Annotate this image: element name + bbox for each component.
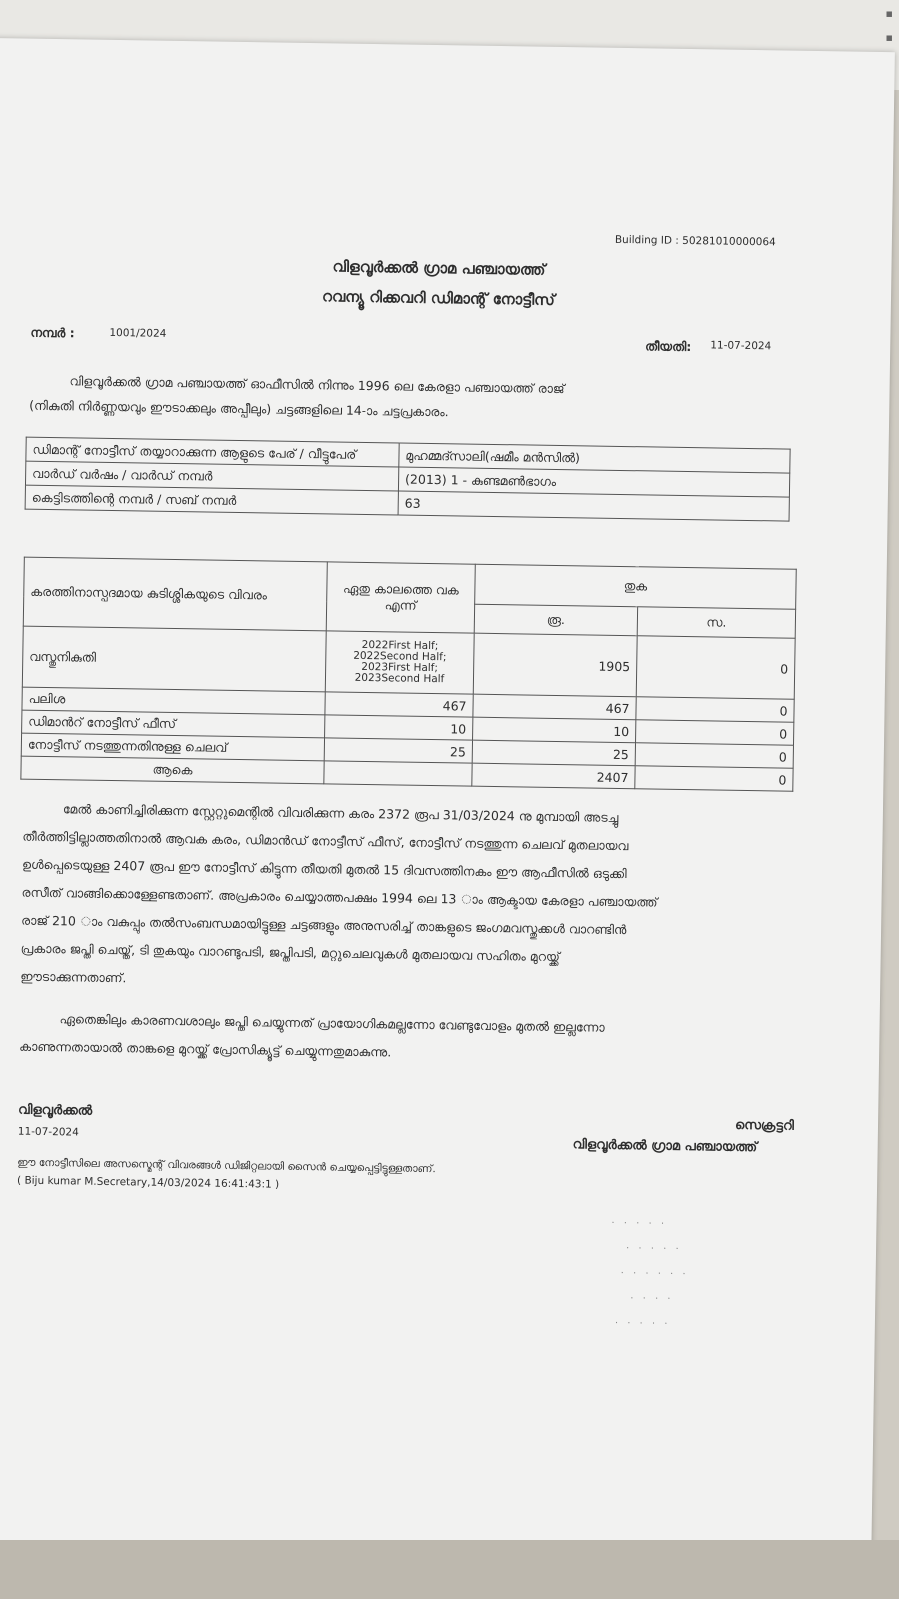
notice-title: റവന്യൂ റിക്കവറി ഡിമാന്റ് നോട്ടീസ്: [321, 287, 555, 309]
info-value: 63: [398, 491, 789, 521]
bleed-through-marks: · · · · ·: [614, 1317, 671, 1330]
bleed-through-marks: · · · · ·: [625, 1243, 682, 1256]
digital-signature: ( Biju kumar M.Secretary,14/03/2024 16:41:43:1 ): [16, 1174, 280, 1191]
para1-line: തീർത്തിട്ടില്ലാത്തതിനാൽ ആവക കരം, ഡിമാൻഡ് നോട്ടീസ് ഫീസ്, നോട്ടീസ് നടത്തുന്ന ചെലവ് മുതലായവ: [22, 828, 629, 854]
dues-description: ഡിമാൻറ് നോട്ടീസ് ഫീസ്: [22, 710, 325, 738]
dues-table: [20, 557, 796, 792]
header-description: കരത്തിനാസ്പദമായ കുടിശ്ശികയുടെ വിവരം: [23, 557, 327, 631]
footer-place: വിളവൂർക്കൽ: [18, 1102, 93, 1119]
total-paise: 0: [635, 766, 793, 791]
date-value: 11-07-2024: [710, 339, 772, 353]
para1-line: പ്രകാരം ജപ്തി ചെയ്ത്, ടി തുകയും വാറണ്ടുപടി, ജപ്തിപടി, മറ്റുചെലവുകൾ മുതലായവ സഹിതം മുറയ്ക്ക്: [20, 940, 560, 965]
header-rupees: രൂ.: [474, 604, 637, 636]
panchayat-name: വിളവൂർക്കൽ ഗ്രാമ പഞ്ചായത്ത്: [332, 257, 546, 279]
bleed-through-marks: · · · ·: [630, 1293, 674, 1305]
info-label: കെട്ടിടത്തിന്റെ നമ്പർ / സബ് നമ്പർ: [25, 485, 398, 515]
digital-sign-note: ഈ നോട്ടീസിലെ അസസ്മെന്റ് വിവരങ്ങൾ ഡിജിറ്റലായി സൈൻ ചെയ്യപ്പെട്ടിട്ടുള്ളതാണ്.: [17, 1156, 436, 1176]
dues-period: 467: [325, 692, 473, 717]
dues-rupees: 10: [473, 717, 636, 743]
dues-period: 2022First Half; 2022Second Half; 2023First Half; 2023Second Half: [325, 631, 474, 694]
dues-rupees: 25: [472, 740, 635, 766]
dues-period: 10: [325, 715, 473, 740]
dues-period: 25: [324, 738, 472, 763]
dues-rupees: 467: [473, 694, 636, 720]
number-value: 1001/2024: [109, 326, 167, 340]
bleed-through-marks: · · · · · ·: [620, 1268, 689, 1281]
building-id: Building ID : 50281010000064: [614, 233, 776, 249]
secretary-title: സെക്രട്ടറി: [734, 1117, 795, 1134]
background-surface: [0, 1540, 899, 1599]
total-rupees: 2407: [472, 763, 635, 789]
info-value: മുഹമ്മദ്സാലി(ഷമീം മൻസിൽ): [399, 443, 790, 473]
para1-line: രാജ് 210 ാം വകുപ്പും തൽസംബന്ധമായിട്ടുള്ള ചട്ടങ്ങളും അനുസരിച്ച് താങ്കളുടെ ജംഗമവസ്തുക്കൾ വാറണ്ടിൻ: [21, 912, 627, 938]
dues-description: വസ്തുനികുതി: [22, 626, 326, 692]
dues-description: പലിശ: [22, 687, 325, 715]
secretary-office: വിളവൂർക്കൽ ഗ്രാമ പഞ്ചായത്ത്: [572, 1137, 758, 1156]
intro-line-2: (നികുതി നിർണ്ണയവും ഈടാക്കലും അപ്പീലും) ചട്ടങ്ങളിലെ 14-ാം ചട്ടപ്രകാരം.: [29, 397, 449, 420]
dues-paise: 0: [636, 697, 794, 722]
info-value: (2013) 1 - കുണ്ടമൺഭാഗം: [398, 467, 789, 497]
total-label: ആകെ: [21, 756, 324, 784]
info-table: [25, 437, 791, 522]
underlying-sheet-text: ▪ ▪: [885, 7, 893, 44]
para1-line: ഈടാക്കുന്നതാണ്.: [20, 968, 127, 986]
header-paise: സ.: [637, 607, 795, 639]
notice-paper: [0, 38, 895, 1582]
info-label: ഡിമാന്റ് നോട്ടീസ് തയ്യാറാക്കുന്ന ആളുടെ പേര് / വീട്ടുപേര്: [26, 437, 399, 467]
dues-paise: 0: [635, 743, 793, 768]
dues-description: നോട്ടീസ് നടത്തുന്നതിനുള്ള ചെലവ്: [21, 733, 324, 761]
para1-line: ഉൾപ്പെടെയുള്ള 2407 രൂപ ഈ നോട്ടീസ് കിട്ടുന്ന തീയതി മുതൽ 15 ദിവസത്തിനകം ഈ ആഫീസിൽ ഒടുക്കി: [21, 856, 627, 882]
date-label: തീയതി:: [645, 338, 692, 355]
para1-line: രസീത് വാങ്ങിക്കൊള്ളേണ്ടതാണ്. അപ്രകാരം ചെയ്യാത്തപക്ഷം 1994 ലെ 13 ാം ആക്ടായ കേരളാ പഞ്ചായത്ത്: [21, 884, 658, 910]
para1-line: മേൽ കാണിച്ചിരിക്കുന്ന സ്റ്റേറ്റുമെന്റിൽ വിവരിക്കുന്ന കരം 2372 രൂപ 31/03/2024 നു മുമ്പായി അടച്ചു: [62, 801, 619, 825]
header-period: ഏതു കാലത്തെ വക എന്ന്: [326, 562, 475, 633]
number-label: നമ്പർ :: [30, 324, 75, 341]
dues-paise: 0: [636, 720, 794, 745]
intro-line-1: വിളവൂർക്കൽ ഗ്രാമ പഞ്ചായത്ത് ഓഫീസിൽ നിന്നും 1996 ലെ കേരളാ പഞ്ചായത്ത് രാജ്: [69, 373, 565, 397]
bleed-through-marks: · · · · ·: [611, 1217, 668, 1230]
dues-rupees: 1905: [473, 633, 637, 697]
footer-date: 11-07-2024: [17, 1125, 79, 1139]
info-label: വാർഡ് വർഷം / വാർഡ് നമ്പർ: [25, 461, 398, 491]
para2-line: ഏതെങ്കിലും കാരണവശാലും ജപ്തി ചെയ്യുന്നത് പ്രായോഗികമല്ലന്നോ വേണ്ടുവോളം മുതൽ ഇല്ലന്നോ: [59, 1011, 605, 1035]
header-amount: തുക: [475, 564, 797, 609]
dues-paise: 0: [636, 636, 795, 699]
para2-line: കാണുന്നതായാൽ താങ്കളെ മുറയ്ക്ക് പ്രോസിക്യൂട്ട് ചെയ്യുന്നതുമാകുന്നു.: [19, 1038, 392, 1060]
